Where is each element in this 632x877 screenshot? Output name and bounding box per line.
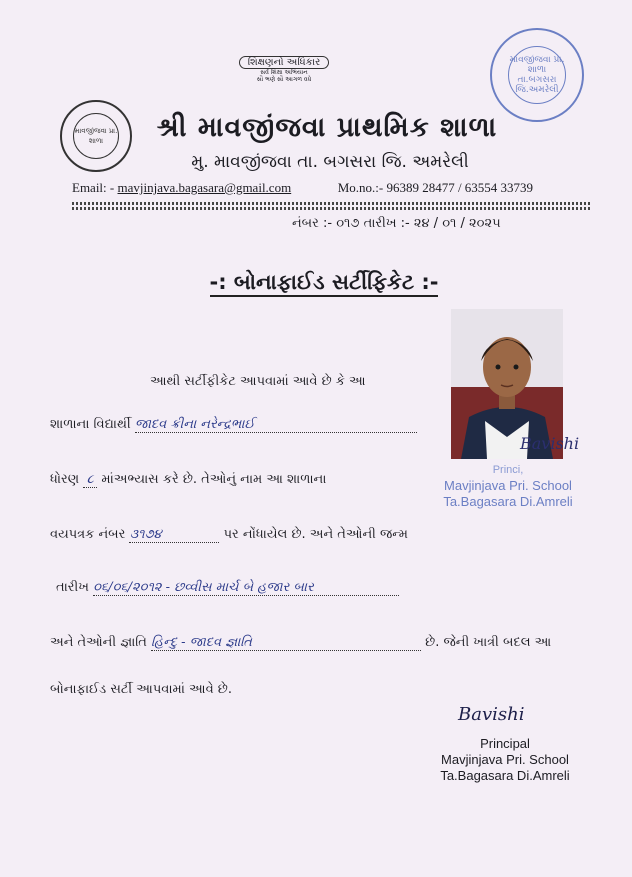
number-date-line bbox=[292, 216, 501, 231]
school-name: શ્રી માવજીંજવા પ્રાથમિક શાળા bbox=[156, 112, 498, 143]
register-label: વયપત્રક નંબર bbox=[50, 527, 126, 542]
standard-label: ધોરણ bbox=[50, 472, 80, 487]
email-label: Email: - bbox=[72, 180, 115, 195]
header-divider-bottom bbox=[72, 207, 592, 210]
seal-place: Ta.Bagasara Di.Amreli bbox=[443, 494, 573, 509]
date-label: તારીખ :- bbox=[363, 216, 410, 231]
student-name-field: જાદવ ક્રીના નરેન્દ્રભાઈ bbox=[135, 417, 417, 433]
number-label: નંબર :- bbox=[292, 216, 333, 231]
school-address: મુ. માવજીંજવા તા. બગસરા જિ. અમરેલી bbox=[191, 152, 469, 172]
seal-left-text: માવજીંજવા પ્રા. શાળા bbox=[73, 113, 119, 159]
seal-principal: Princi, bbox=[492, 464, 524, 476]
caste-label: અને તેઓની જ્ઞાતિ bbox=[50, 635, 147, 650]
mobile-label: Mo.no.:- bbox=[337, 180, 384, 195]
seal-school: Mavjinjava Pri. School bbox=[444, 478, 572, 493]
principal-title: Principal bbox=[480, 736, 530, 751]
standard-line bbox=[50, 472, 326, 488]
dob-value: ૦૬/૦૬/૨૦૧૨ - છવ્વીસ માર્ચ બે હજાર બાર bbox=[93, 580, 399, 596]
rte-emblem-logo bbox=[206, 50, 362, 106]
certificate-date: ૨૪ / ૦૧ / ૨૦૨૫ bbox=[413, 216, 501, 231]
certificate-title bbox=[180, 270, 468, 295]
school-seal-text bbox=[438, 462, 578, 510]
principal-block bbox=[430, 736, 580, 784]
seal-right-text: માવજીંજવા પ્રા. શાળા તા.બગસરા જિ.અમરેલી bbox=[508, 46, 566, 104]
register-line bbox=[50, 527, 408, 543]
mobile-number: 96389 28477 / 63554 33739 bbox=[386, 180, 534, 195]
caste-value: હિન્દુ - જાદવ જ્ઞાતિ bbox=[151, 635, 421, 651]
student-line bbox=[50, 417, 417, 433]
dob-line bbox=[56, 580, 399, 596]
principal-place: Ta.Bagasara Di.Amreli bbox=[440, 768, 570, 783]
header-divider-top bbox=[72, 202, 592, 205]
standard-value: ૮ bbox=[83, 472, 97, 488]
email-link[interactable]: mavjinjava.bagasara@gmail.com bbox=[117, 180, 292, 195]
standard-text: માંઅભ્યાસ કરે છે. તેઓનું નામ આ શાળાના bbox=[101, 472, 327, 487]
register-number: ૩૧૭૪ bbox=[129, 527, 219, 543]
caste-text: છે. જેની ખાત્રી બદલ આ bbox=[425, 635, 552, 650]
caste-line bbox=[50, 635, 551, 651]
principal-signature: Bavishi bbox=[458, 704, 525, 725]
principal-school: Mavjinjava Pri. School bbox=[441, 752, 569, 767]
intro-line: આથી સર્ટીફીકેટ આપવામાં આવે છે કે આ bbox=[150, 374, 366, 389]
certificate-number: ૦૧૭ bbox=[336, 216, 360, 231]
register-text: પર નોંધાયેલ છે. અને તેઓની જન્મ bbox=[223, 527, 408, 542]
emblem-subtitle-2: સૌ ભણે સૌ આગળ વધે bbox=[256, 76, 312, 83]
student-label: શાળાના વિદ્યાર્થી bbox=[50, 417, 131, 432]
contact-line bbox=[72, 180, 592, 196]
emblem-subtitle-1: સર્વ શિક્ષા અભિયાન bbox=[260, 69, 308, 76]
emblem-banner: શિક્ષણનો અધિકાર bbox=[239, 56, 330, 69]
certificate-title-text: -: બોનાફાઈડ સર્ટીફિકેટ :- bbox=[210, 270, 439, 297]
principal-signature-on-photo: Bavishi bbox=[520, 434, 580, 453]
dob-label: તારીખ bbox=[56, 580, 89, 595]
school-seal-right bbox=[490, 28, 584, 122]
school-seal-left bbox=[60, 100, 132, 172]
closing-line: બોનાફાઈડ સર્ટી આપવામાં આવે છે. bbox=[50, 682, 232, 697]
